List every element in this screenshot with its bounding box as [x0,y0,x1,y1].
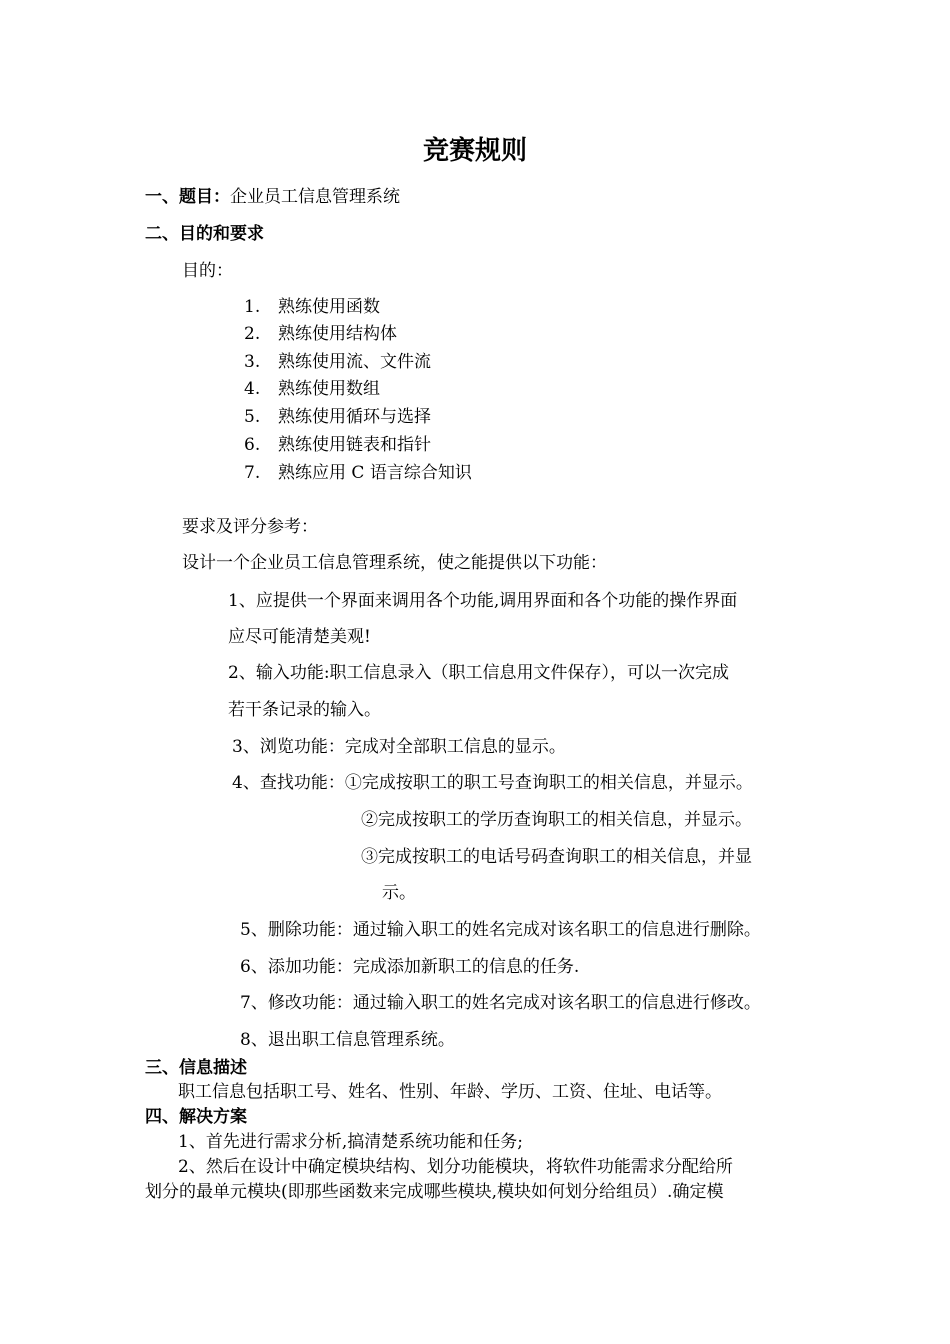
function-7: 7、修改功能：通过输入职工的姓名完成对该名职工的信息进行修改。 [240,993,761,1013]
requirements-label: 要求及评分参考： [182,517,318,537]
function-8: 8、退出职工信息管理系统。 [240,1030,455,1050]
solution-step-2-line-1: 2、然后在设计中确定模块结构、划分功能模块，将软件功能需求分配给所 [178,1157,733,1177]
purpose-label: 目的： [182,261,233,281]
solution-step-1: 1、首先进行需求分析,搞清楚系统功能和任务; [178,1132,523,1152]
page-title: 竞赛规则 [422,136,527,166]
function-2-line-2: 若干条记录的输入。 [228,700,381,720]
purpose-item: 4. 熟练使用数组 [244,379,380,399]
function-4-line-4: 示。 [382,883,416,903]
purpose-item: 7. 熟练应用 C 语言综合知识 [244,463,472,483]
function-4-line-3: ③完成按职工的电话号码查询职工的相关信息，并显 [361,847,752,867]
function-2-line-1: 2、输入功能:职工信息录入（职工信息用文件保存），可以一次完成 [228,663,730,683]
section-1-heading: 一、题目： [145,187,230,207]
function-1-line-1: 1、应提供一个界面来调用各个功能,调用界面和各个功能的操作界面 [228,591,738,611]
section-3-heading: 三、信息描述 [145,1058,247,1078]
function-5: 5、删除功能：通过输入职工的姓名完成对该名职工的信息进行删除。 [240,920,761,940]
function-3: 3、浏览功能：完成对全部职工信息的显示。 [232,737,566,757]
section-4-heading: 四、解决方案 [145,1107,247,1127]
function-4-line-1: 4、查找功能：①完成按职工的职工号查询职工的相关信息，并显示。 [232,773,753,793]
function-1-line-2: 应尽可能清楚美观! [228,627,371,647]
purpose-item: 2. 熟练使用结构体 [244,324,397,344]
section-3-text: 职工信息包括职工号、姓名、性别、年龄、学历、工资、住址、电话等。 [178,1082,722,1102]
section-2-heading: 二、目的和要求 [145,224,264,244]
function-4-line-2: ②完成按职工的学历查询职工的相关信息，并显示。 [361,810,752,830]
section-1 [145,185,400,209]
section-1-text: 企业员工信息管理系统 [230,187,400,207]
solution-step-2-line-2: 划分的最单元模块(即那些函数来完成哪些模块,模块如何划分给组员）.确定模 [145,1182,724,1202]
purpose-item: 5. 熟练使用循环与选择 [244,407,431,427]
purpose-item: 3. 熟练使用流、文件流 [244,352,431,372]
requirements-intro: 设计一个企业员工信息管理系统，使之能提供以下功能： [182,553,607,573]
purpose-item: 6. 熟练使用链表和指针 [244,435,431,455]
purpose-item: 1. 熟练使用函数 [244,297,380,317]
function-6: 6、添加功能：完成添加新职工的信息的任务. [240,957,580,977]
